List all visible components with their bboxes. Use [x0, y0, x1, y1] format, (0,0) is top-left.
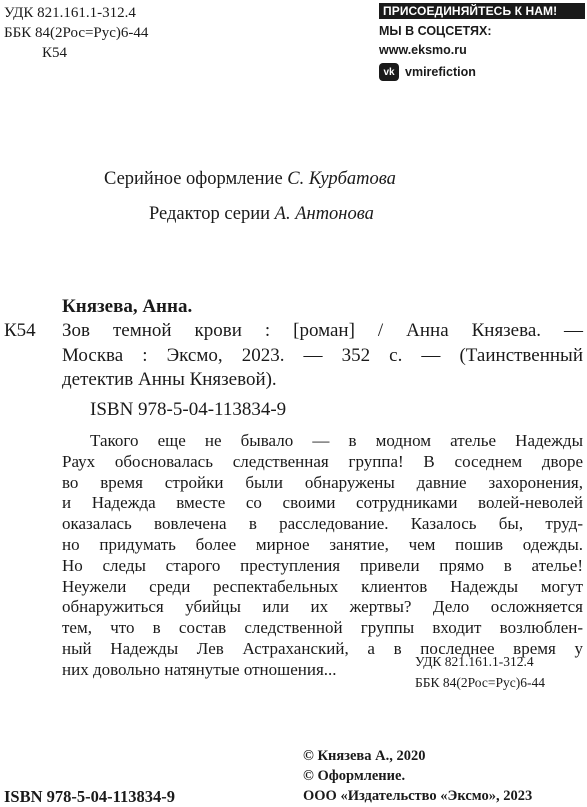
annotation-line: и Надежда вместе со своими сотрудниками волей-неволей [62, 493, 583, 513]
book-author: Князева, Анна. [62, 296, 193, 317]
editor-credit [149, 204, 374, 225]
footer-isbn: ISBN 978-5-04-113834-9 [4, 787, 175, 806]
bbk-code: ББК 84(2Рос=Рус)6-44 [415, 675, 545, 690]
catalog-codes [4, 3, 148, 63]
site-link[interactable]: www.eksmo.ru [379, 43, 467, 57]
design-name: С. Курбатова [287, 169, 396, 189]
copyright-author: © Князева А., 2020 [303, 748, 426, 764]
bbk-code: ББК 84(2Рос=Рус)6-44 [4, 25, 149, 41]
editor-label: Редактор серии [149, 204, 271, 224]
annotation-line: Такого еще не бывало — в модном ателье Надежды [90, 431, 583, 450]
copyright-block [303, 746, 532, 806]
copyright-publisher: ООО «Издательство «Эксмо», 2023 [303, 788, 533, 804]
annotation-line: обнаружиться убийцы или их жертвы? Дело осложняется [62, 597, 583, 617]
annotation-line: но придумать более мирное занятие, чем пошив одежды. [62, 534, 583, 554]
vk-icon: vk [379, 63, 399, 81]
isbn-line: ISBN 978-5-04-113834-9 [90, 399, 287, 420]
annotation [62, 431, 583, 681]
design-label: Серийное оформление [104, 169, 283, 189]
vk-row[interactable] [379, 63, 585, 81]
annotation-line: во время стройки были обнаружены давние захоронения, [62, 472, 583, 492]
social-subtitle: МЫ В СОЦСЕТЯХ: [379, 24, 492, 38]
biblio-line: детектив Анны Князевой). [62, 369, 277, 390]
editor-name: А. Антонова [274, 204, 374, 224]
copyright-design: © Оформление. [303, 768, 406, 784]
annotation-line: Раух обосновалась следственная группа! В соседнем дворе [62, 451, 583, 471]
udk-code: УДК 821.161.1-312.4 [4, 5, 136, 21]
annotation-line: оказалась вовлечена в расследование. Казалось бы, труд- [62, 514, 583, 534]
biblio-line: Москва : Эксмо, 2023. — 352 с. — (Таинственный [62, 344, 583, 366]
vk-handle[interactable]: vmirefiction [405, 65, 476, 79]
annotation-line: Но следы старого преступления привели прямо в ателье! [62, 555, 583, 575]
design-credit [104, 169, 396, 190]
udk-code: УДК 821.161.1-312.4 [415, 654, 534, 669]
annotation-line: них довольно натянутые отношения... [62, 659, 337, 679]
biblio-line: Зов темной крови : [роман] / Анна Князева. — [62, 320, 583, 341]
social-banner: ПРИСОЕДИНЯЙТЕСЬ К НАМ! [379, 3, 585, 19]
catalog-codes-repeat [415, 651, 545, 693]
annotation-line: тем, что в состав следственной группы входит возлюблен- [62, 618, 583, 638]
author-mark: К54 [42, 45, 68, 61]
bibliographic-description [62, 319, 583, 393]
social-block [379, 3, 585, 81]
annotation-line: Неужели среди респектабельных клиентов Надежды могут [62, 576, 583, 596]
annotation-line: ный Надежды Лев Астраханский, а в последнее время у [62, 638, 583, 658]
bibliographic-mark: К54 [4, 320, 36, 341]
